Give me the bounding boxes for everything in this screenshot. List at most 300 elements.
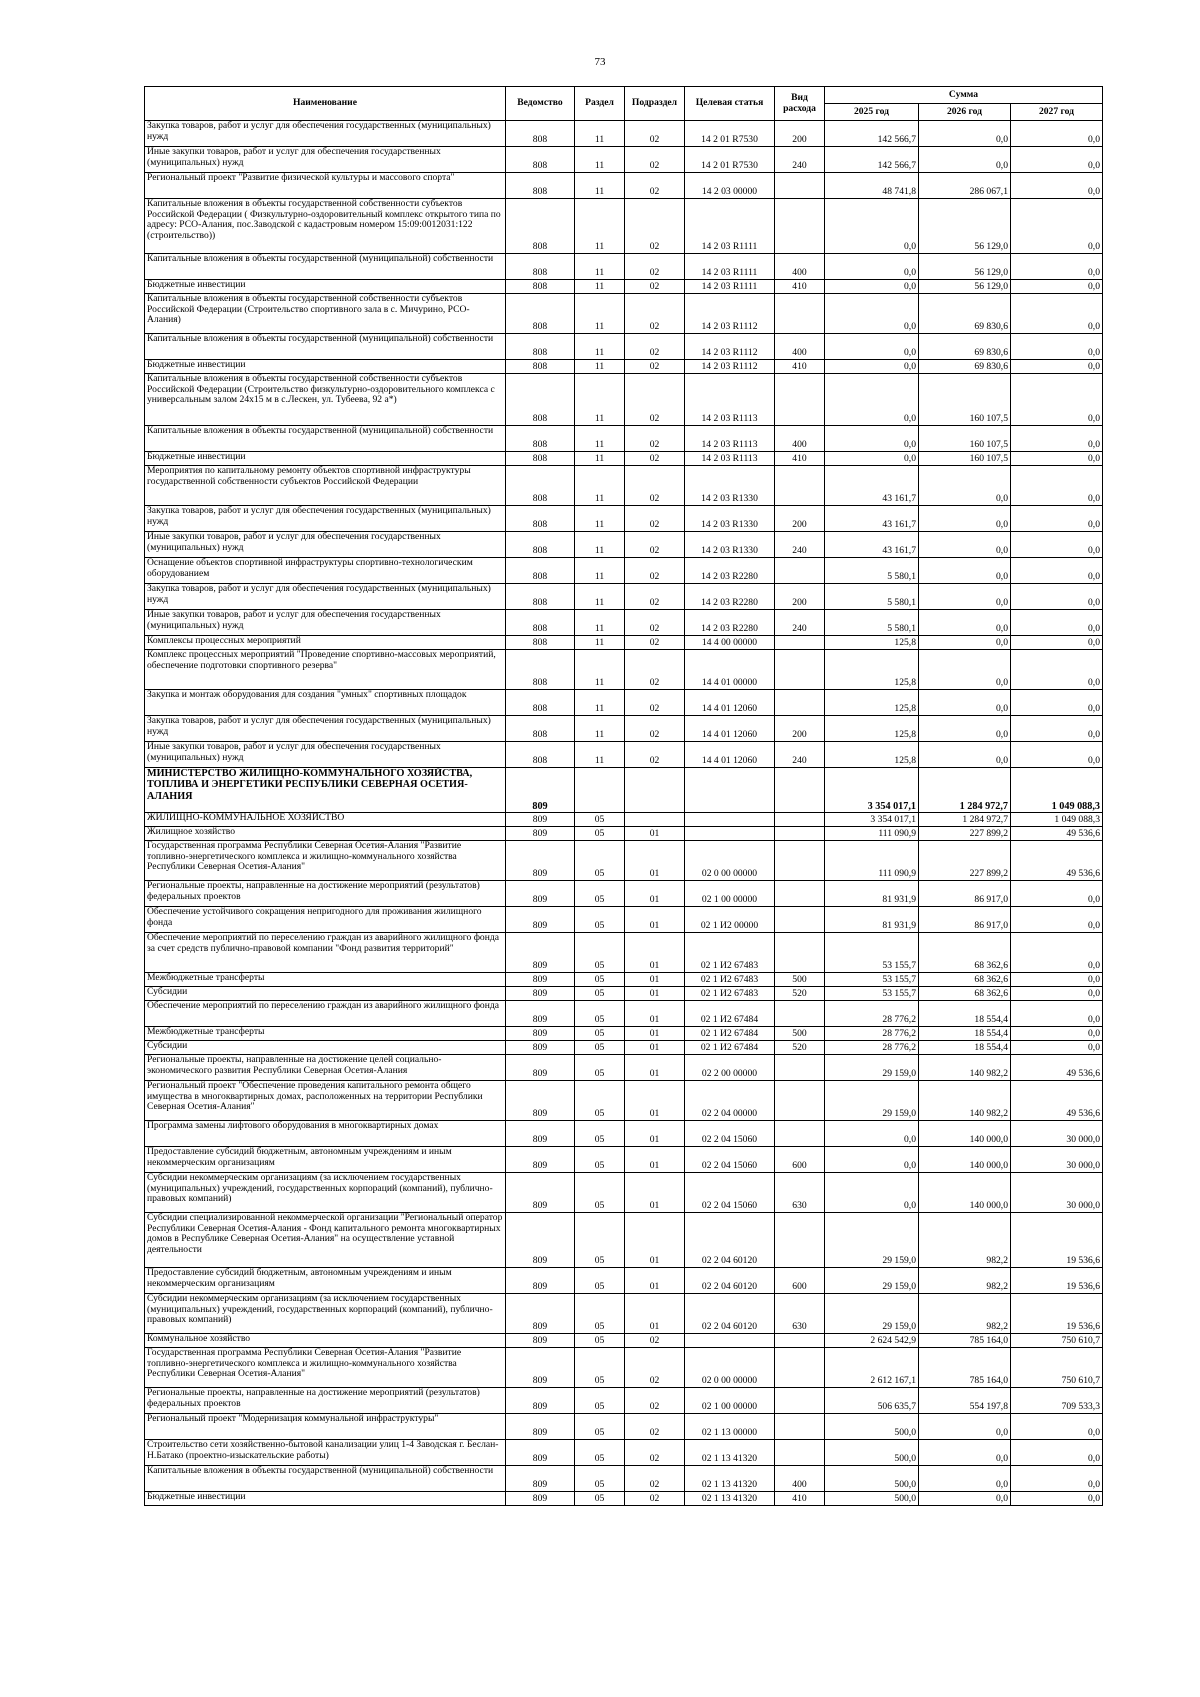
table-row — [145, 1121, 1103, 1147]
row-2027: 0,0 — [1011, 466, 1103, 506]
row-2026: 18 554,4 — [919, 1027, 1011, 1041]
row-2026: 982,2 — [919, 1213, 1011, 1268]
row-2026: 18 554,4 — [919, 1001, 1011, 1027]
row-podrazdel: 01 — [625, 1268, 685, 1294]
row-razdel: 05 — [575, 933, 625, 973]
table-row — [145, 881, 1103, 907]
table-row — [145, 280, 1103, 294]
row-podrazdel: 01 — [625, 1027, 685, 1041]
row-2026: 0,0 — [919, 466, 1011, 506]
row-2025: 142 566,7 — [825, 121, 919, 147]
row-name: Региональные проекты, направленные на достижение целей социально-экономического развития Республики Северная Осетия-Алания — [145, 1055, 506, 1081]
row-2027: 0,0 — [1011, 1001, 1103, 1027]
row-2026: 0,0 — [919, 610, 1011, 636]
row-target: 14 4 00 00000 — [685, 636, 775, 650]
row-2025: 28 776,2 — [825, 1041, 919, 1055]
table-body — [145, 121, 1103, 1506]
table-row — [145, 1081, 1103, 1121]
row-razdel: 11 — [575, 199, 625, 254]
row-name: Программа замены лифтового оборудования в многоквартирных домах — [145, 1121, 506, 1147]
row-2026: 227 899,2 — [919, 827, 1011, 841]
row-2026: 69 830,6 — [919, 360, 1011, 374]
row-vid — [775, 650, 825, 690]
row-2025: 48 741,8 — [825, 173, 919, 199]
row-vid — [775, 173, 825, 199]
row-ved: 808 — [506, 173, 575, 199]
row-razdel: 05 — [575, 1001, 625, 1027]
table-row — [145, 584, 1103, 610]
row-2026: 0,0 — [919, 532, 1011, 558]
table-row — [145, 933, 1103, 973]
row-2025: 2 612 167,1 — [825, 1348, 919, 1388]
row-vid — [775, 813, 825, 827]
row-podrazdel: 02 — [625, 199, 685, 254]
row-2025: 43 161,7 — [825, 466, 919, 506]
table-row — [145, 558, 1103, 584]
row-razdel: 05 — [575, 1440, 625, 1466]
row-vid — [775, 374, 825, 426]
row-2025: 500,0 — [825, 1440, 919, 1466]
row-ved: 808 — [506, 426, 575, 452]
row-target: 02 2 04 00000 — [685, 1081, 775, 1121]
row-podrazdel: 01 — [625, 1001, 685, 1027]
row-podrazdel: 02 — [625, 360, 685, 374]
row-2025: 5 580,1 — [825, 584, 919, 610]
table-row — [145, 690, 1103, 716]
row-2025: 125,8 — [825, 742, 919, 768]
row-razdel: 05 — [575, 1334, 625, 1348]
row-name: Субсидии некоммерческим организациям (за исключением государственных (муниципальных) учреждений, государственных корпораций (компаний), публично-правовых компаний) — [145, 1173, 506, 1213]
row-ved: 808 — [506, 650, 575, 690]
row-2026: 140 000,0 — [919, 1147, 1011, 1173]
row-ved: 808 — [506, 280, 575, 294]
row-vid — [775, 841, 825, 881]
table-header — [145, 87, 1103, 121]
row-2027: 0,0 — [1011, 610, 1103, 636]
row-name: Капитальные вложения в объекты государственной собственности субъектов Российской Федерации (Строительство спортивного зала в с. Мичурино, РСО-Алания) — [145, 294, 506, 334]
row-razdel: 05 — [575, 1027, 625, 1041]
row-2027: 0,0 — [1011, 121, 1103, 147]
table-row — [145, 147, 1103, 173]
row-name: Капитальные вложения в объекты государственной (муниципальной) собственности — [145, 254, 506, 280]
row-podrazdel: 02 — [625, 121, 685, 147]
row-ved: 808 — [506, 147, 575, 173]
row-2025: 0,0 — [825, 254, 919, 280]
row-podrazdel: 02 — [625, 610, 685, 636]
row-podrazdel: 02 — [625, 254, 685, 280]
row-ved: 809 — [506, 933, 575, 973]
row-vid: 400 — [775, 334, 825, 360]
row-razdel: 05 — [575, 1348, 625, 1388]
row-vid — [775, 690, 825, 716]
row-2025: 125,8 — [825, 650, 919, 690]
row-2026: 0,0 — [919, 1492, 1011, 1506]
row-vid — [775, 1213, 825, 1268]
row-vid: 500 — [775, 973, 825, 987]
row-vid: 400 — [775, 1466, 825, 1492]
row-razdel: 05 — [575, 987, 625, 1001]
row-2025: 28 776,2 — [825, 1001, 919, 1027]
row-ved: 809 — [506, 1334, 575, 1348]
row-ved: 809 — [506, 973, 575, 987]
table-row — [145, 1414, 1103, 1440]
row-podrazdel: 02 — [625, 1388, 685, 1414]
row-2026: 1 284 972,7 — [919, 768, 1011, 813]
row-2026: 140 982,2 — [919, 1055, 1011, 1081]
row-vid: 630 — [775, 1173, 825, 1213]
row-razdel: 05 — [575, 1173, 625, 1213]
row-podrazdel: 01 — [625, 841, 685, 881]
row-2027: 0,0 — [1011, 636, 1103, 650]
row-razdel: 11 — [575, 374, 625, 426]
row-2026: 68 362,6 — [919, 987, 1011, 1001]
row-vid — [775, 881, 825, 907]
row-vid — [775, 1334, 825, 1348]
row-target: 02 1 00 00000 — [685, 1388, 775, 1414]
table-row — [145, 1294, 1103, 1334]
row-2025: 500,0 — [825, 1414, 919, 1440]
row-target: 14 4 01 12060 — [685, 716, 775, 742]
row-razdel: 11 — [575, 532, 625, 558]
row-target: 02 2 04 60120 — [685, 1294, 775, 1334]
table-row — [145, 360, 1103, 374]
row-2027: 1 049 088,3 — [1011, 813, 1103, 827]
header-razdel: Раздел — [575, 87, 625, 121]
row-target: 14 2 03 R2280 — [685, 558, 775, 584]
row-name: Иные закупки товаров, работ и услуг для обеспечения государственных (муниципальных) нужд — [145, 742, 506, 768]
row-name: МИНИСТЕРСТВО ЖИЛИЩНО-КОММУНАЛЬНОГО ХОЗЯЙСТВА, ТОПЛИВА И ЭНЕРГЕТИКИ РЕСПУБЛИКИ СЕВЕРНАЯ ОСЕТИЯ-АЛАНИЯ — [145, 768, 506, 813]
row-razdel: 11 — [575, 147, 625, 173]
row-2027: 0,0 — [1011, 452, 1103, 466]
row-vid: 600 — [775, 1147, 825, 1173]
row-podrazdel: 02 — [625, 584, 685, 610]
row-podrazdel: 02 — [625, 636, 685, 650]
table-row — [145, 1334, 1103, 1348]
row-podrazdel: 02 — [625, 1492, 685, 1506]
row-name: Предоставление субсидий бюджетным, автономным учреждениям и иным некоммерческим организациям — [145, 1147, 506, 1173]
row-ved: 808 — [506, 452, 575, 466]
row-vid — [775, 199, 825, 254]
table-row — [145, 636, 1103, 650]
header-podrazdel: Подраздел — [625, 87, 685, 121]
row-ved: 809 — [506, 907, 575, 933]
row-name: Региональный проект "Модернизация коммунальной инфраструктуры" — [145, 1414, 506, 1440]
row-podrazdel: 02 — [625, 173, 685, 199]
row-vid — [775, 933, 825, 973]
table-row — [145, 973, 1103, 987]
row-2026: 160 107,5 — [919, 452, 1011, 466]
row-podrazdel: 01 — [625, 1294, 685, 1334]
row-podrazdel: 01 — [625, 1081, 685, 1121]
row-2026: 0,0 — [919, 1414, 1011, 1440]
row-2026: 227 899,2 — [919, 841, 1011, 881]
row-2027: 0,0 — [1011, 881, 1103, 907]
row-target: 02 2 00 00000 — [685, 1055, 775, 1081]
table-row — [145, 1388, 1103, 1414]
row-ved: 808 — [506, 584, 575, 610]
row-target: 14 2 03 R2280 — [685, 610, 775, 636]
table-row — [145, 907, 1103, 933]
row-2027: 0,0 — [1011, 584, 1103, 610]
row-2025: 53 155,7 — [825, 973, 919, 987]
row-razdel: 11 — [575, 334, 625, 360]
row-name: Иные закупки товаров, работ и услуг для обеспечения государственных (муниципальных) нужд — [145, 532, 506, 558]
row-2025: 125,8 — [825, 690, 919, 716]
row-2026: 0,0 — [919, 1466, 1011, 1492]
row-podrazdel: 01 — [625, 1055, 685, 1081]
row-2027: 49 536,6 — [1011, 841, 1103, 881]
row-podrazdel: 02 — [625, 1348, 685, 1388]
row-2025: 29 159,0 — [825, 1268, 919, 1294]
row-razdel: 05 — [575, 841, 625, 881]
row-razdel: 05 — [575, 881, 625, 907]
row-target: 14 4 01 12060 — [685, 690, 775, 716]
table-row — [145, 334, 1103, 360]
row-razdel: 05 — [575, 1121, 625, 1147]
row-podrazdel: 01 — [625, 973, 685, 987]
row-ved: 809 — [506, 1147, 575, 1173]
table-row — [145, 1213, 1103, 1268]
row-podrazdel: 01 — [625, 933, 685, 973]
row-2025: 29 159,0 — [825, 1294, 919, 1334]
row-ved: 809 — [506, 813, 575, 827]
row-podrazdel: 02 — [625, 716, 685, 742]
row-podrazdel: 01 — [625, 881, 685, 907]
row-ved: 809 — [506, 1041, 575, 1055]
row-vid: 200 — [775, 506, 825, 532]
row-target: 02 2 04 15060 — [685, 1147, 775, 1173]
row-target: 02 1 13 00000 — [685, 1414, 775, 1440]
row-razdel: 05 — [575, 813, 625, 827]
row-podrazdel: 01 — [625, 827, 685, 841]
row-target — [685, 768, 775, 813]
row-target: 14 2 03 R1330 — [685, 506, 775, 532]
row-2026: 0,0 — [919, 584, 1011, 610]
table-row — [145, 121, 1103, 147]
header-2027: 2027 год — [1011, 104, 1103, 121]
row-razdel: 05 — [575, 1268, 625, 1294]
row-2027: 0,0 — [1011, 716, 1103, 742]
row-2027: 0,0 — [1011, 254, 1103, 280]
row-2026: 69 830,6 — [919, 294, 1011, 334]
row-ved: 809 — [506, 1348, 575, 1388]
row-ved: 809 — [506, 987, 575, 1001]
table-row — [145, 841, 1103, 881]
row-target: 14 4 01 12060 — [685, 742, 775, 768]
row-2026: 68 362,6 — [919, 973, 1011, 987]
row-2027: 1 049 088,3 — [1011, 768, 1103, 813]
header-2026: 2026 год — [919, 104, 1011, 121]
row-podrazdel: 02 — [625, 1334, 685, 1348]
row-2027: 0,0 — [1011, 147, 1103, 173]
row-2025: 0,0 — [825, 294, 919, 334]
row-podrazdel: 02 — [625, 466, 685, 506]
row-target: 14 2 03 R2280 — [685, 584, 775, 610]
row-razdel: 05 — [575, 973, 625, 987]
row-vid: 240 — [775, 147, 825, 173]
row-vid — [775, 907, 825, 933]
row-name: Комплекс процессных мероприятий "Проведение спортивно-массовых мероприятий, обеспечение подготовки спортивного резерва" — [145, 650, 506, 690]
row-2026: 69 830,6 — [919, 334, 1011, 360]
row-razdel: 11 — [575, 716, 625, 742]
row-name: Бюджетные инвестиции — [145, 1492, 506, 1506]
row-podrazdel: 02 — [625, 452, 685, 466]
table-row — [145, 374, 1103, 426]
row-2025: 3 354 017,1 — [825, 813, 919, 827]
row-name: Коммунальное хозяйство — [145, 1334, 506, 1348]
row-ved: 809 — [506, 1492, 575, 1506]
row-vid — [775, 1388, 825, 1414]
table-row — [145, 610, 1103, 636]
row-name: Капитальные вложения в объекты государственной собственности субъектов Российской Федерации (Строительство физкультурно-оздоровительного комплекса с универсальным залом 24х15 м в с.Лескен, ул. Тубеева, 92 а*) — [145, 374, 506, 426]
row-ved: 809 — [506, 1213, 575, 1268]
row-razdel: 05 — [575, 1466, 625, 1492]
row-podrazdel: 02 — [625, 650, 685, 690]
row-podrazdel: 02 — [625, 690, 685, 716]
row-ved: 809 — [506, 1268, 575, 1294]
row-name: Обеспечение устойчивого сокращения непригодного для проживания жилищного фонда — [145, 907, 506, 933]
row-razdel: 11 — [575, 636, 625, 650]
table-row — [145, 768, 1103, 813]
row-vid: 200 — [775, 716, 825, 742]
header-ved: Ведомство — [506, 87, 575, 121]
row-2025: 29 159,0 — [825, 1081, 919, 1121]
row-2025: 53 155,7 — [825, 933, 919, 973]
row-name: Закупка товаров, работ и услуг для обеспечения государственных (муниципальных) нужд — [145, 121, 506, 147]
row-razdel: 11 — [575, 121, 625, 147]
row-podrazdel: 02 — [625, 426, 685, 452]
row-razdel: 05 — [575, 1147, 625, 1173]
row-vid — [775, 1055, 825, 1081]
row-2027: 30 000,0 — [1011, 1147, 1103, 1173]
row-podrazdel: 01 — [625, 907, 685, 933]
row-ved: 809 — [506, 1440, 575, 1466]
row-2026: 982,2 — [919, 1268, 1011, 1294]
row-2026: 160 107,5 — [919, 426, 1011, 452]
row-2027: 49 536,6 — [1011, 827, 1103, 841]
row-vid: 200 — [775, 121, 825, 147]
table-row — [145, 1147, 1103, 1173]
row-name: Капитальные вложения в объекты государственной собственности субъектов Российской Федерации ( Физкультурно-оздоровительный комплекс открытого типа по адресу: РСО-Алания, пос.Заводской с кадастровым номером 15:09:0012031:122 (строительство)) — [145, 199, 506, 254]
row-2027: 0,0 — [1011, 173, 1103, 199]
row-2026: 785 164,0 — [919, 1334, 1011, 1348]
row-2025: 111 090,9 — [825, 827, 919, 841]
row-2027: 49 536,6 — [1011, 1081, 1103, 1121]
row-podrazdel: 02 — [625, 1414, 685, 1440]
row-podrazdel: 02 — [625, 334, 685, 360]
row-podrazdel: 02 — [625, 506, 685, 532]
row-razdel: 11 — [575, 742, 625, 768]
row-ved: 809 — [506, 1121, 575, 1147]
table-row — [145, 1027, 1103, 1041]
row-name: Предоставление субсидий бюджетным, автономным учреждениям и иным некоммерческим организациям — [145, 1268, 506, 1294]
row-name: Субсидии специализированной некоммерческой организации "Региональный оператор Республики Северная Осетия-Алания - Фонд капитального ремонта многоквартирных домов в Республике Северная Осетия-Алания" на осуществление уставной деятельности — [145, 1213, 506, 1268]
row-2025: 0,0 — [825, 360, 919, 374]
row-target: 02 1 И2 67483 — [685, 933, 775, 973]
row-2025: 142 566,7 — [825, 147, 919, 173]
row-2025: 5 580,1 — [825, 558, 919, 584]
row-vid — [775, 1414, 825, 1440]
table-row — [145, 827, 1103, 841]
row-2027: 0,0 — [1011, 532, 1103, 558]
row-name: Региональные проекты, направленные на достижение мероприятий (результатов) федеральных проектов — [145, 1388, 506, 1414]
row-2027: 19 536,6 — [1011, 1213, 1103, 1268]
row-ved: 809 — [506, 881, 575, 907]
row-ved: 809 — [506, 1388, 575, 1414]
table-row — [145, 1041, 1103, 1055]
row-name: Государственная программа Республики Северная Осетия-Алания "Развитие топливно-энергетического комплекса и жилищно-коммунального хозяйства Республики Северная Осетия-Алания" — [145, 841, 506, 881]
table-row — [145, 1466, 1103, 1492]
row-target: 14 2 03 R1330 — [685, 532, 775, 558]
page-number: 73 — [594, 56, 606, 68]
table-row — [145, 199, 1103, 254]
row-razdel: 05 — [575, 827, 625, 841]
row-podrazdel: 02 — [625, 294, 685, 334]
table-row — [145, 466, 1103, 506]
row-target: 14 2 01 R7530 — [685, 121, 775, 147]
row-razdel: 05 — [575, 1492, 625, 1506]
row-2027: 0,0 — [1011, 334, 1103, 360]
row-vid: 630 — [775, 1294, 825, 1334]
row-podrazdel: 01 — [625, 1173, 685, 1213]
row-2026: 0,0 — [919, 506, 1011, 532]
row-2027: 0,0 — [1011, 690, 1103, 716]
row-razdel: 05 — [575, 1414, 625, 1440]
header-sum: Сумма — [825, 87, 1103, 104]
row-podrazdel: 01 — [625, 987, 685, 1001]
row-name: Региональный проект "Развитие физической культуры и массового спорта" — [145, 173, 506, 199]
row-2026: 18 554,4 — [919, 1041, 1011, 1055]
row-target: 14 2 03 R1111 — [685, 199, 775, 254]
table-row — [145, 813, 1103, 827]
row-podrazdel: 02 — [625, 532, 685, 558]
row-vid: 240 — [775, 610, 825, 636]
row-target: 02 1 И2 67484 — [685, 1027, 775, 1041]
table-row — [145, 1001, 1103, 1027]
row-ved: 809 — [506, 1173, 575, 1213]
row-2026: 68 362,6 — [919, 933, 1011, 973]
row-ved: 809 — [506, 1466, 575, 1492]
row-name: Закупка товаров, работ и услуг для обеспечения государственных (муниципальных) нужд — [145, 584, 506, 610]
row-2025: 2 624 542,9 — [825, 1334, 919, 1348]
row-target: 14 2 03 R1111 — [685, 254, 775, 280]
row-2026: 0,0 — [919, 690, 1011, 716]
row-2026: 0,0 — [919, 650, 1011, 690]
row-2026: 140 000,0 — [919, 1121, 1011, 1147]
row-2027: 0,0 — [1011, 280, 1103, 294]
table-row — [145, 294, 1103, 334]
row-target: 02 2 04 60120 — [685, 1268, 775, 1294]
row-ved: 808 — [506, 610, 575, 636]
row-2027: 30 000,0 — [1011, 1121, 1103, 1147]
row-razdel: 11 — [575, 254, 625, 280]
row-razdel: 05 — [575, 907, 625, 933]
row-podrazdel: 01 — [625, 1041, 685, 1055]
row-ved: 808 — [506, 294, 575, 334]
row-ved: 808 — [506, 506, 575, 532]
row-2026: 0,0 — [919, 716, 1011, 742]
row-target: 02 1 И2 67483 — [685, 987, 775, 1001]
row-2026: 0,0 — [919, 1440, 1011, 1466]
row-razdel: 05 — [575, 1294, 625, 1334]
row-2027: 0,0 — [1011, 294, 1103, 334]
row-2026: 56 129,0 — [919, 199, 1011, 254]
row-2025: 3 354 017,1 — [825, 768, 919, 813]
row-vid — [775, 1001, 825, 1027]
row-name: Капитальные вложения в объекты государственной (муниципальной) собственности — [145, 1466, 506, 1492]
table-row — [145, 1492, 1103, 1506]
row-name: Закупка и монтаж оборудования для создания "умных" спортивных площадок — [145, 690, 506, 716]
